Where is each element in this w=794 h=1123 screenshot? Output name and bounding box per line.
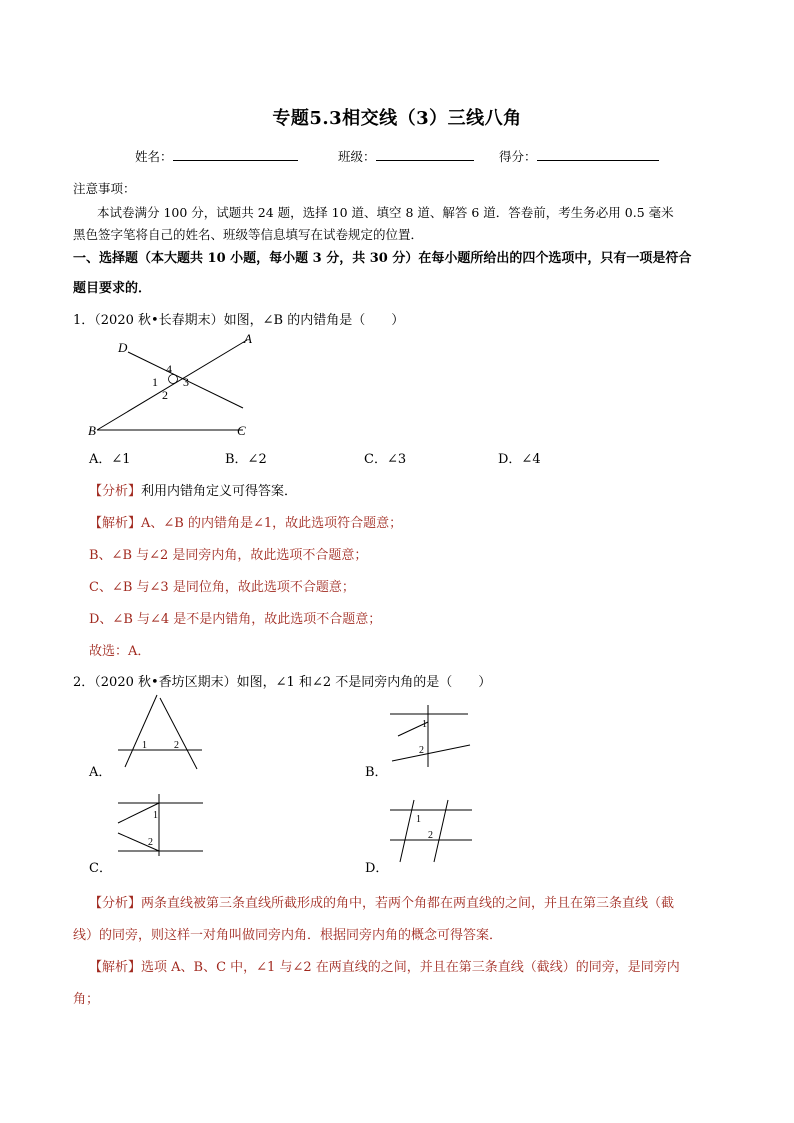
q1-answer: 故选：A． <box>89 644 151 659</box>
q1-solution-line-2: B、∠B 与∠2 是同旁内角，故此选项不合题意； <box>89 548 368 563</box>
notes-line-1: 本试卷满分 100 分，试题共 24 题，选择 10 道、填空 8 道、解答 6 道．答卷前，考生务必用 0.5 毫米 <box>97 205 674 220</box>
name-blank[interactable] <box>173 148 298 161</box>
q2-solution-line-2: 角； <box>73 992 100 1007</box>
q1-solution-line-1 <box>89 512 402 531</box>
score-field <box>499 147 659 165</box>
q1-label-3: 3 <box>183 375 189 389</box>
q1-analysis-tag: 【分析】 <box>89 484 142 499</box>
q2-figure-d <box>390 800 480 870</box>
q1-stem: 1．（2020 秋•长春期末）如图，∠B 的内错角是（ ） <box>73 313 405 328</box>
q2-stem: 2．（2020 秋•香坊区期末）如图，∠1 和∠2 不是同旁内角的是（ ） <box>73 675 492 690</box>
q2c-label-2: 2 <box>148 837 153 848</box>
q2-solution-line-1 <box>89 956 680 975</box>
q1-option-d: D．∠4 <box>498 452 541 467</box>
q1-option-b: B．∠2 <box>225 452 267 467</box>
q2b-label-1: 1 <box>422 719 427 730</box>
q2a-right <box>160 698 197 769</box>
q1-option-c: C．∠3 <box>364 452 407 467</box>
q1-solution-text-1: A、∠B 的内错角是∠1，故此选项符合题意； <box>141 516 403 531</box>
q1-solution-line-4: D、∠B 与∠4 是不是内错角，故此选项不合题意； <box>89 612 382 627</box>
q2c-label-1: 1 <box>153 810 158 821</box>
q2-option-a-label: A． <box>89 765 112 780</box>
q2b-bottom <box>392 745 470 761</box>
q1-label-c: C <box>237 423 246 438</box>
score-label: 得分： <box>499 149 537 164</box>
q2-figure-a <box>115 695 205 775</box>
q2d-left <box>400 800 414 862</box>
class-field <box>338 147 474 165</box>
q1-label-2: 2 <box>162 388 168 402</box>
q2a-label-1: 1 <box>142 740 147 751</box>
q2-figure-c <box>115 790 210 860</box>
q2-analysis-line-1 <box>89 892 674 911</box>
name-label: 姓名： <box>135 149 173 164</box>
q2d-right <box>434 800 448 862</box>
notes-heading: 注意事项： <box>73 181 136 196</box>
q2-analysis-tag: 【分析】 <box>89 896 142 911</box>
q2a-left <box>125 695 157 767</box>
q2-option-d-label: D． <box>365 861 389 876</box>
name-field <box>135 147 298 165</box>
q1-solution-tag: 【解析】 <box>89 516 142 531</box>
q2-analysis-line-2: 线）的同旁，则这样一对角叫做同旁内角．根据同旁内角的概念可得答案． <box>73 928 503 943</box>
q2-solution-tag: 【解析】 <box>89 960 142 975</box>
q2d-label-2: 2 <box>428 830 433 841</box>
q2-figure-b <box>390 703 480 773</box>
q2b-label-2: 2 <box>419 745 424 756</box>
class-blank[interactable] <box>376 148 474 161</box>
class-label: 班级： <box>338 149 376 164</box>
q1-label-b: B <box>88 423 96 438</box>
q2a-label-2: 2 <box>174 740 179 751</box>
q1-analysis-text: 利用内错角定义可得答案． <box>141 484 298 499</box>
q2-solution-text-1: 选项 A、B、C 中，∠1 与∠2 在两直线的之间，并且在第三条直线（截线）的同旁，是同旁内 <box>141 960 680 975</box>
q2d-label-1: 1 <box>416 814 421 825</box>
q2-option-c-label: C． <box>89 861 112 876</box>
q1-figure <box>85 330 265 440</box>
section-heading-line-1: 一、选择题（本大题共 10 小题，每小题 3 分，共 30 分）在每小题所给出的四个选项中，只有一项是符合 <box>73 251 692 266</box>
notes-line-2: 黑色签字笔将自己的姓名、班级等信息填写在试卷规定的位置． <box>73 227 424 242</box>
q1-label-4: 4 <box>166 362 172 376</box>
q1-option-a: A．∠1 <box>89 452 131 467</box>
q2-option-b-label: B． <box>365 765 388 780</box>
q1-label-a: A <box>244 331 252 346</box>
q1-solution-line-3: C、∠B 与∠3 是同位角，故此选项不合题意； <box>89 580 355 595</box>
q1-analysis <box>89 480 297 499</box>
section-heading-line-2: 题目要求的． <box>73 281 152 296</box>
score-blank[interactable] <box>537 148 659 161</box>
q1-label-1: 1 <box>152 375 158 389</box>
page-title: 专题5.3相交线（3）三线八角 <box>272 108 522 129</box>
q2-analysis-text-1: 两条直线被第三条直线所截形成的角中，若两个角都在两直线的之间，并且在第三条直线（截 <box>141 896 675 911</box>
q1-label-d: D <box>118 340 128 355</box>
